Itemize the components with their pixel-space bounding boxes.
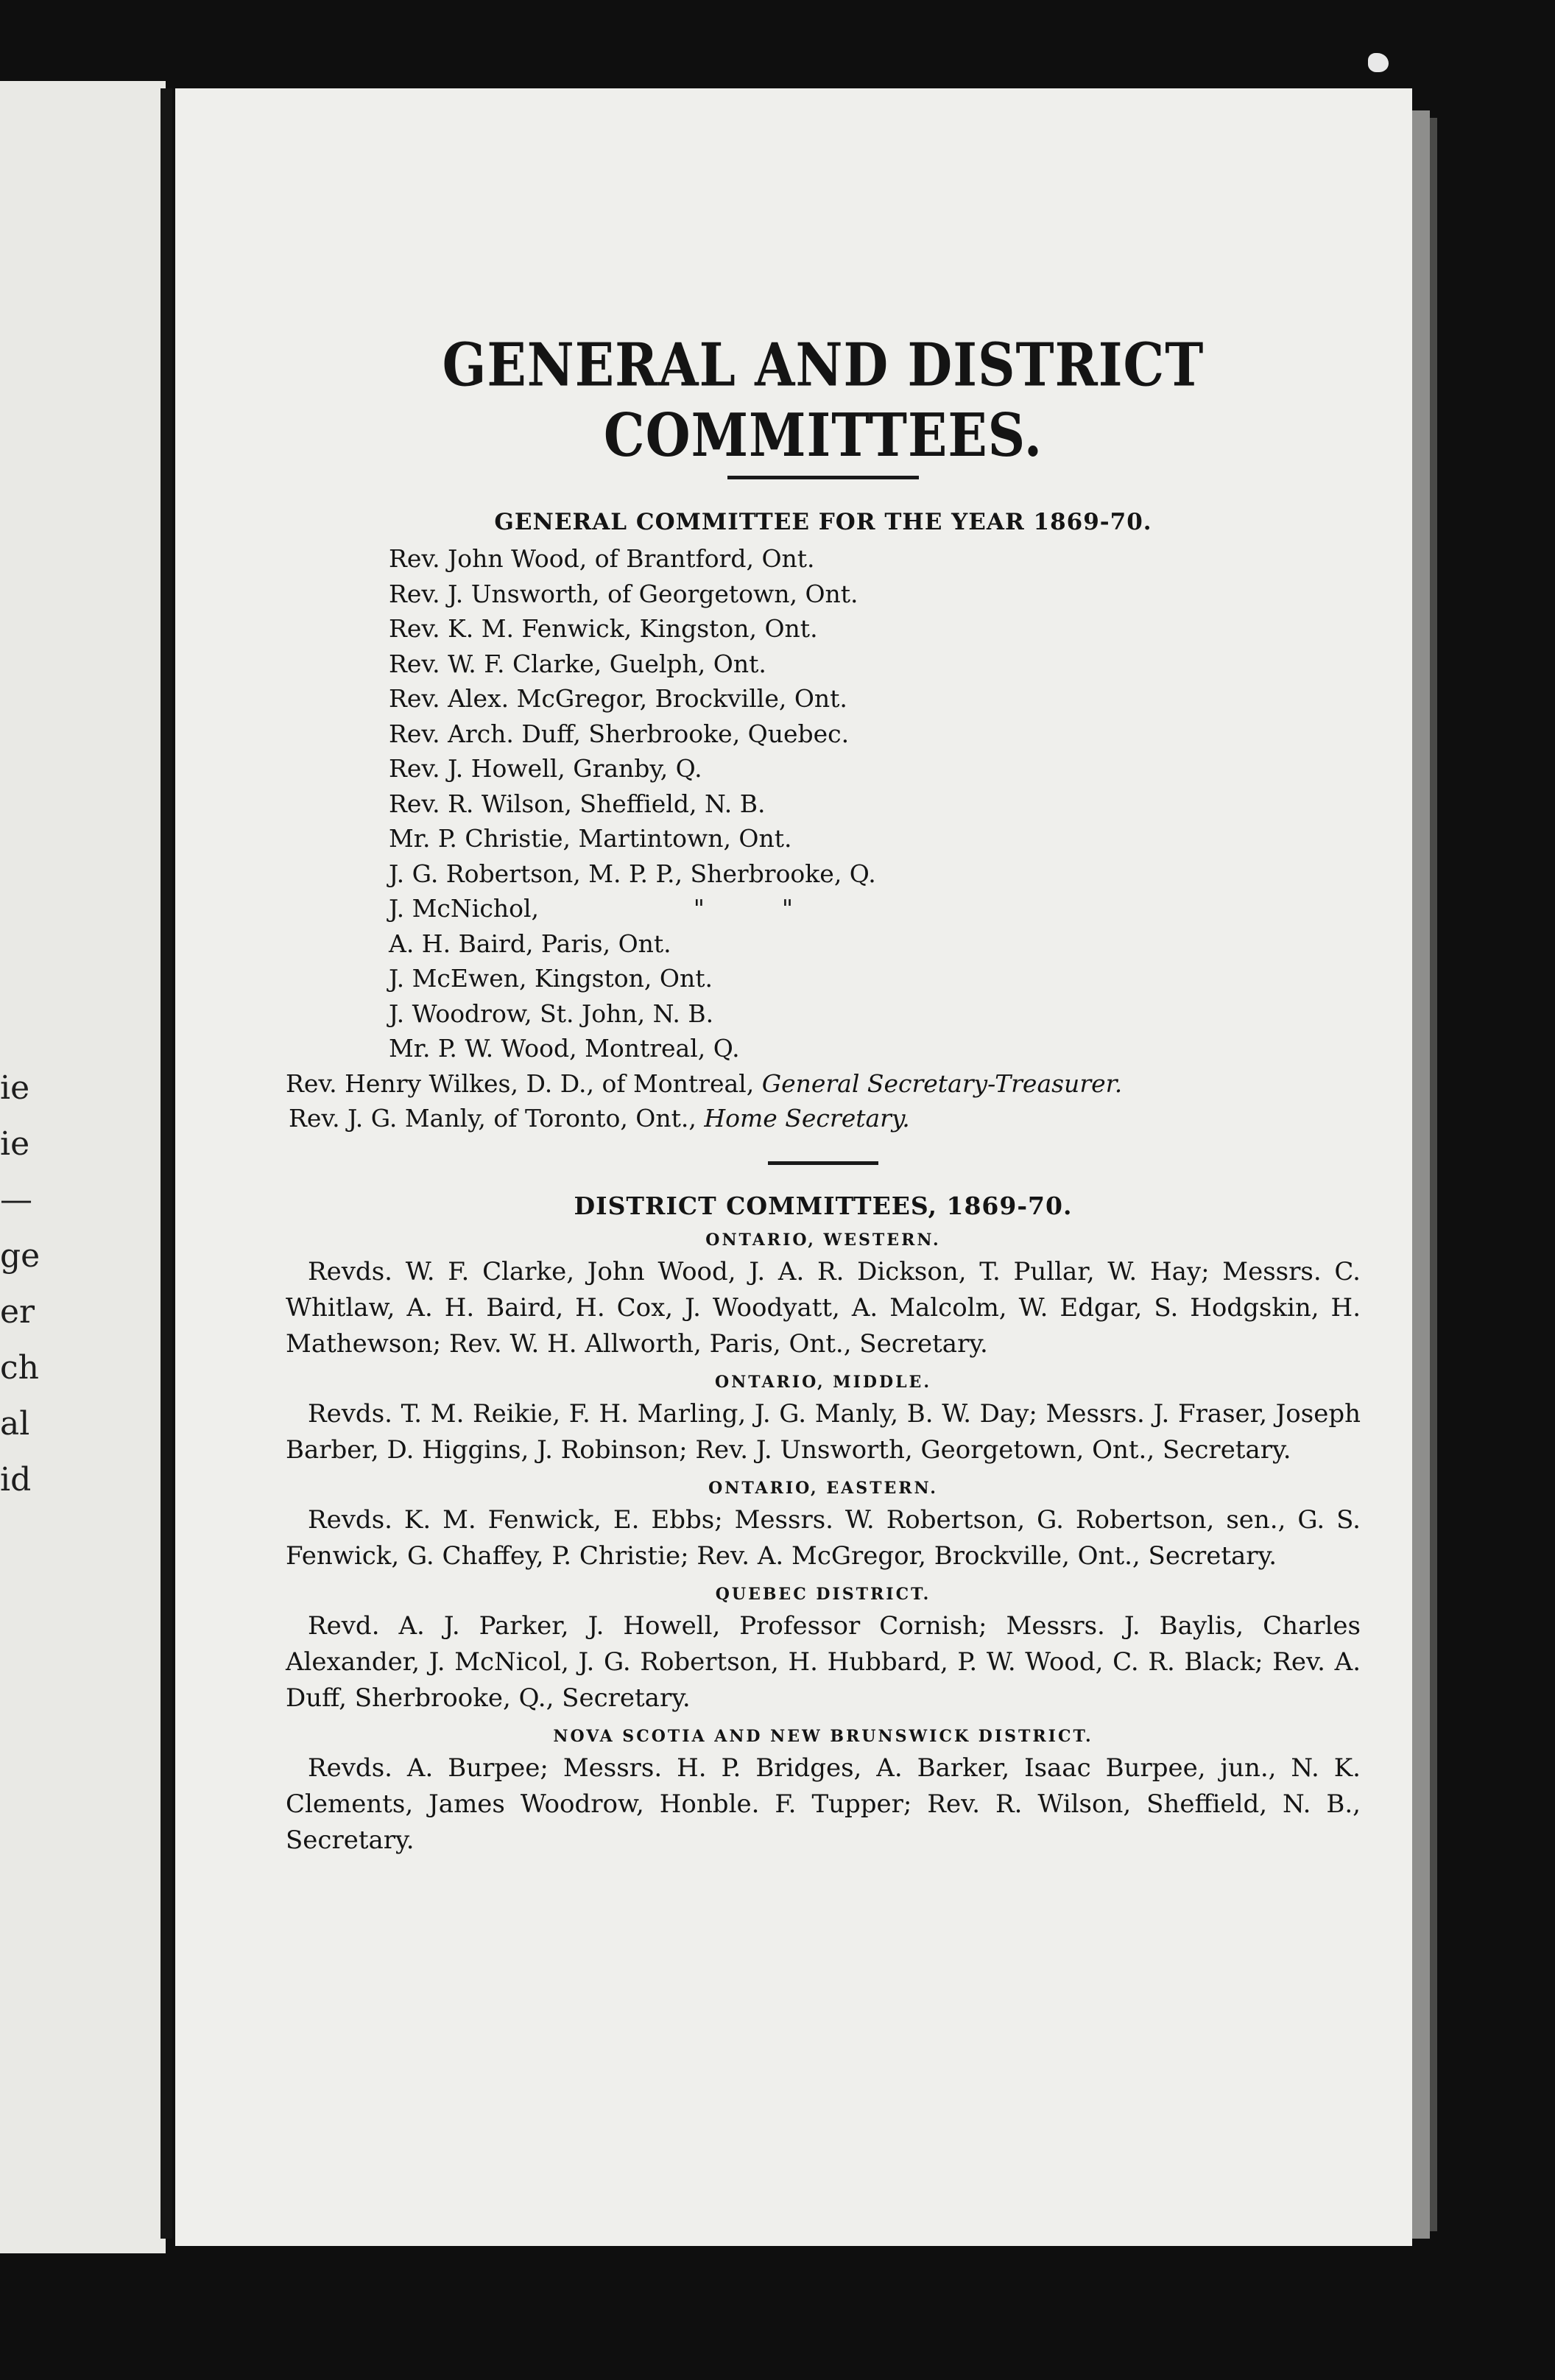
member-line: J. Woodrow, St. John, N. B. — [389, 999, 714, 1028]
member-line: Rev. Arch. Duff, Sherbrooke, Quebec. — [389, 719, 850, 748]
region-heading: ONTARIO, WESTERN. — [705, 1230, 941, 1250]
fragment: ie — [0, 1125, 30, 1163]
fragment: ch — [0, 1349, 39, 1387]
general-committee-heading: GENERAL COMMITTEE FOR THE YEAR 1869-70. — [494, 509, 1152, 535]
region-block — [286, 1727, 1361, 1859]
member-line: Rev. J. Howell, Granby, Q. — [389, 754, 702, 783]
region-members: Revds. A. Burpee; Messrs. H. P. Bridges, A. Barker, Isaac Burpee, jun., N. K. Clements, James Woodrow, Honble. F. Tupper; Rev. R. Wilson, Sheffield, N. B., Secretary. — [286, 1753, 1361, 1855]
member-line: J. G. Robertson, M. P. P., Sherbrooke, Q. — [389, 859, 876, 888]
member-line: A. H. Baird, Paris, Ont. — [389, 929, 671, 958]
member-line: Mr. P. W. Wood, Montreal, Q. — [389, 1034, 740, 1063]
title-rule — [727, 476, 919, 479]
member-line: Mr. P. Christie, Martintown, Ont. — [389, 824, 792, 853]
member-line: Rev. R. Wilson, Sheffield, N. B. — [389, 789, 766, 818]
region-heading: ONTARIO, EASTERN. — [708, 1478, 938, 1498]
book-page — [175, 88, 1412, 2246]
binding-gutter — [161, 88, 172, 2239]
officer-line — [286, 1066, 1361, 1102]
region-members: Revds. T. M. Reikie, F. H. Marling, J. G. Manly, B. W. Day; Messrs. J. Fraser, Joseph Barber, D. Higgins, J. Robinson; Rev. J. Unsworth, Georgetown, Ont., Secretary. — [286, 1398, 1361, 1465]
region-heading: NOVA SCOTIA AND NEW BRUNSWICK DISTRICT. — [553, 1726, 1093, 1746]
member-line: Rev. Alex. McGregor, Brockville, Ont. — [389, 684, 847, 713]
officer-role: Home Secretary. — [704, 1104, 910, 1133]
previous-page-text-fragments — [0, 1060, 44, 1508]
page-edge — [1412, 110, 1430, 2239]
member-line: J. McEwen, Kingston, Ont. — [389, 964, 713, 993]
region-block — [286, 1585, 1361, 1717]
officer-line — [286, 1101, 1361, 1136]
member-line: Rev. W. F. Clarke, Guelph, Ont. — [389, 649, 766, 678]
officer-name: Rev. J. G. Manly, of Toronto, Ont., — [289, 1104, 705, 1133]
previous-page-sliver — [0, 81, 166, 2253]
member-line: Rev. J. Unsworth, of Georgetown, Ont. — [389, 579, 858, 608]
member-line: Rev. K. M. Fenwick, Kingston, Ont. — [389, 614, 818, 643]
fragment: ie — [0, 1069, 30, 1107]
officer-role: General Secretary-Treasurer. — [761, 1068, 1123, 1098]
officer-name: Rev. Henry Wilkes, D. D., of Montreal, — [286, 1068, 762, 1098]
region-heading: ONTARIO, MIDDLE. — [715, 1372, 931, 1392]
dust-speck — [1368, 53, 1389, 72]
region-members: Revds. K. M. Fenwick, E. Ebbs; Messrs. W. Robertson, G. Robertson, sen., G. S. Fenwick, G. Chaffey, P. Christie; Rev. A. McGregor, Brockville, Ont., Secretary. — [286, 1504, 1361, 1571]
member-line: Rev. John Wood, of Brantford, Ont. — [389, 544, 815, 573]
page-title: GENERAL AND DISTRICT COMMITTEES. — [442, 329, 1205, 471]
region-block — [286, 1231, 1361, 1362]
region-heading: QUEBEC DISTRICT. — [715, 1584, 931, 1604]
fragment: al — [0, 1405, 30, 1443]
fragment: id — [0, 1461, 32, 1499]
region-members: Revds. W. F. Clarke, John Wood, J. A. R. Dickson, T. Pullar, W. Hay; Messrs. C. Whitlaw, A. H. Baird, H. Cox, J. Woodyatt, A. Malcolm, W. Edgar, S. Hodgskin, H. Mathewson; Rev. W. H. Allworth, Paris, Ont., Secretary. — [286, 1256, 1361, 1359]
region-members: Revd. A. J. Parker, J. Howell, Professor Cornish; Messrs. J. Baylis, Charles Alexander, J. McNicol, J. G. Robertson, H. Hubbard, P. W. Wood, C. R. Black; Rev. A. Duff, Sherbrooke, Q., Secretary. — [286, 1610, 1361, 1713]
section-rule — [768, 1161, 878, 1165]
fragment: er — [0, 1293, 35, 1331]
fragment: — — [0, 1181, 32, 1219]
member-line: J. McNichol, " " — [389, 894, 794, 923]
fragment: ge — [0, 1237, 40, 1275]
region-block — [286, 1479, 1361, 1574]
committee-officers — [286, 1066, 1361, 1136]
general-committee-members — [389, 541, 1361, 1066]
page-edge-shadow — [1430, 118, 1437, 2231]
page-content — [286, 329, 1361, 1859]
region-block — [286, 1373, 1361, 1468]
district-committees-heading: DISTRICT COMMITTEES, 1869-70. — [574, 1191, 1073, 1220]
